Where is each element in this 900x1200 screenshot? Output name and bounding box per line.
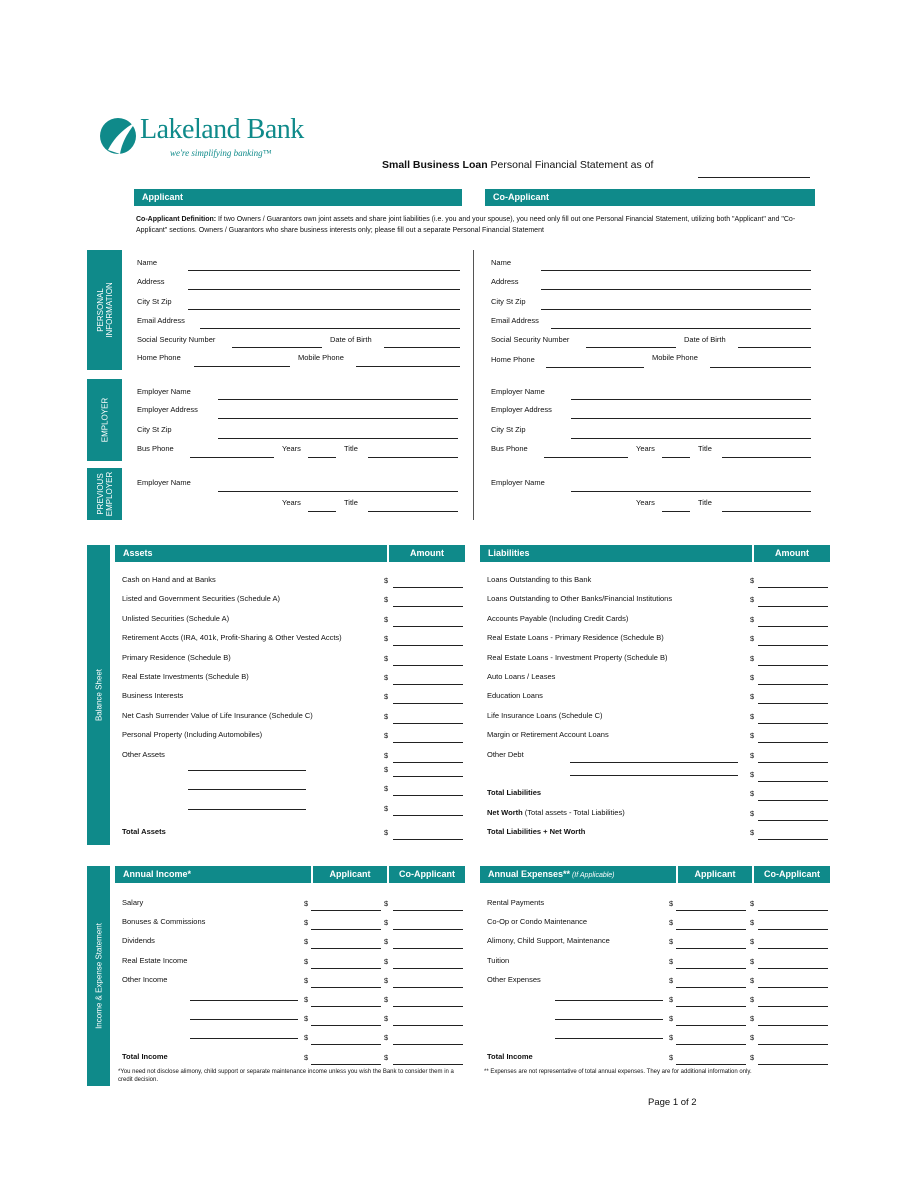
- app-years-field[interactable]: [308, 457, 336, 458]
- other-assets-description-field[interactable]: [188, 789, 306, 790]
- expenses-item-label: Rental Payments: [487, 898, 545, 907]
- currency-symbol: $: [669, 1052, 674, 1062]
- expenses-applicant-field[interactable]: [676, 1025, 746, 1026]
- currency-symbol: $: [384, 1014, 389, 1024]
- income-coapplicant-field[interactable]: [393, 929, 463, 930]
- net-worth-field[interactable]: [758, 820, 828, 821]
- currency-symbol: $: [750, 576, 755, 585]
- lakeland-logo-icon: [98, 116, 140, 156]
- co-dob-label: Date of Birth: [684, 335, 726, 344]
- currency-symbol: $: [384, 653, 389, 663]
- expenses-applicant-header: Applicant: [678, 866, 752, 883]
- income-coapplicant-field[interactable]: [393, 968, 463, 969]
- other-assets-description-field[interactable]: [188, 770, 306, 771]
- income-item-label: Bonuses & Commissions: [122, 917, 206, 927]
- expenses-applicant-field[interactable]: [676, 929, 746, 930]
- expenses-coapplicant-field[interactable]: [758, 1006, 828, 1007]
- expenses-applicant-field[interactable]: [676, 948, 746, 949]
- co-bus-phone-field[interactable]: [544, 457, 628, 458]
- app-prev-years-label: Years: [282, 498, 301, 507]
- income-item-label: Salary: [122, 898, 144, 907]
- co-ssn-field[interactable]: [586, 347, 676, 348]
- app-bus-phone-field[interactable]: [190, 457, 274, 458]
- liabilities-item-label: Life Insurance Loans (Schedule C): [487, 710, 603, 720]
- liabilities-item-label: Auto Loans / Leases: [487, 672, 556, 681]
- expenses-footnote: ** Expenses are not representative of total annual expenses. They are for additional information only.: [484, 1069, 752, 1075]
- income-coapplicant-field[interactable]: [393, 948, 463, 949]
- app-prev-employer-label: Employer Name: [137, 478, 191, 487]
- co-title-label: Title: [698, 444, 712, 453]
- logo: [98, 114, 358, 164]
- app-dob-field[interactable]: [384, 347, 460, 348]
- expenses-coapplicant-header: Co-Applicant: [754, 866, 830, 883]
- currency-symbol: $: [750, 937, 755, 947]
- assets-amount-header: Amount: [389, 545, 465, 562]
- total-liabilities-field[interactable]: [758, 800, 828, 801]
- co-prev-employer-field[interactable]: [571, 491, 811, 492]
- currency-symbol: $: [384, 595, 389, 605]
- assets-amount-field[interactable]: [393, 776, 463, 777]
- co-home-phone-field[interactable]: [546, 367, 644, 368]
- liabilities-item-label: Accounts Payable (Including Credit Cards): [487, 613, 629, 623]
- co-email-field[interactable]: [551, 328, 811, 329]
- app-bus-phone-label: Bus Phone: [137, 444, 174, 453]
- currency-symbol: $: [384, 692, 389, 702]
- total-assets-field[interactable]: [393, 839, 463, 840]
- page-number: Page 1 of 2: [648, 1097, 697, 1108]
- currency-symbol: $: [669, 1014, 674, 1024]
- income-other-description-field[interactable]: [190, 1019, 298, 1020]
- currency-symbol: $: [304, 1014, 309, 1024]
- app-name-field[interactable]: [188, 270, 460, 271]
- app-email-field[interactable]: [200, 328, 460, 329]
- assets-amount-field[interactable]: [393, 723, 463, 724]
- income-applicant-field[interactable]: [311, 1025, 381, 1026]
- currency-symbol: $: [750, 975, 755, 985]
- coapplicant-header: Co-Applicant: [485, 189, 815, 206]
- expenses-applicant-field[interactable]: [676, 1064, 746, 1065]
- logo-wordmark: Lakeland Bank: [140, 114, 304, 145]
- co-prev-title-label: Title: [698, 498, 712, 507]
- co-employer-name-label: Employer Name: [491, 387, 545, 396]
- income-applicant-field[interactable]: [311, 948, 381, 949]
- expenses-applicant-field[interactable]: [676, 968, 746, 969]
- co-title-field[interactable]: [722, 457, 811, 458]
- assets-amount-field[interactable]: [393, 684, 463, 685]
- co-name-field[interactable]: [541, 270, 811, 271]
- currency-symbol: $: [750, 595, 755, 605]
- app-ssn-field[interactable]: [232, 347, 322, 348]
- income-applicant-field[interactable]: [311, 929, 381, 930]
- income-footnote: *You need not disclose alimony, child support or separate maintenance income unless you wish the Bank to consider them in a credit decision.: [118, 1069, 454, 1083]
- currency-symbol: $: [750, 634, 755, 644]
- expenses-total-label: Total Income: [487, 1051, 533, 1061]
- app-prev-employer-field[interactable]: [218, 491, 458, 492]
- co-prev-title-field[interactable]: [722, 511, 811, 512]
- co-mobile-phone-field[interactable]: [710, 367, 811, 368]
- app-mobile-phone-field[interactable]: [356, 366, 460, 367]
- co-employer-city-label: City St Zip: [491, 425, 526, 434]
- expenses-item-label: Other Expenses: [487, 974, 541, 984]
- assets-item-label: Net Cash Surrender Value of Life Insurance (Schedule C): [122, 710, 313, 720]
- assets-amount-field[interactable]: [393, 703, 463, 704]
- co-bus-phone-label: Bus Phone: [491, 444, 528, 453]
- assets-item-label: Personal Property (Including Automobiles): [122, 730, 263, 740]
- liabilities-amount-field[interactable]: [758, 742, 828, 743]
- currency-symbol: $: [669, 975, 674, 985]
- coapplicant-definition: [136, 215, 816, 236]
- income-applicant-field[interactable]: [311, 1044, 381, 1045]
- currency-symbol: $: [750, 731, 755, 741]
- assets-amount-field[interactable]: [393, 626, 463, 627]
- currency-symbol: $: [384, 995, 389, 1004]
- app-city-field[interactable]: [188, 309, 460, 310]
- income-total-label: Total Income: [122, 1051, 168, 1061]
- liabilities-item-label: Real Estate Loans - Investment Property (Schedule B): [487, 652, 668, 662]
- co-employer-name-field[interactable]: [571, 399, 811, 400]
- co-prev-years-field[interactable]: [662, 511, 690, 512]
- liabilities-amount-field[interactable]: [758, 665, 828, 666]
- app-mobile-phone-label: Mobile Phone: [298, 353, 344, 362]
- currency-symbol: $: [384, 899, 389, 908]
- app-employer-name-field[interactable]: [218, 399, 458, 400]
- expenses-other-description-field[interactable]: [555, 1038, 663, 1039]
- expenses-coapplicant-field[interactable]: [758, 1044, 828, 1045]
- income-coapplicant-field[interactable]: [393, 1025, 463, 1026]
- income-expense-tab: Income & Expense Statement: [87, 866, 110, 1086]
- assets-item-label: Retirement Accts (IRA, 401k, Profit-Sharing & Other Vested Accts): [122, 633, 342, 643]
- currency-symbol: $: [669, 995, 674, 1004]
- other-debt-description-field[interactable]: [570, 775, 738, 776]
- currency-symbol: $: [384, 918, 389, 928]
- expenses-coapplicant-field[interactable]: [758, 968, 828, 969]
- app-employer-city-field[interactable]: [218, 438, 458, 439]
- total-assets-label: Total Assets: [122, 827, 166, 837]
- assets-amount-field[interactable]: [393, 606, 463, 607]
- income-applicant-field[interactable]: [311, 1006, 381, 1007]
- currency-symbol: $: [384, 614, 389, 624]
- liabilities-amount-field[interactable]: [758, 587, 828, 588]
- assets-item-label: Unlisted Securities (Schedule A): [122, 613, 230, 623]
- expenses-other-description-field[interactable]: [555, 1000, 663, 1001]
- liabilities-amount-header: Amount: [754, 545, 830, 562]
- currency-symbol: $: [304, 1033, 309, 1043]
- assets-amount-field[interactable]: [393, 665, 463, 666]
- liabilities-item-label: Other Debt: [487, 749, 524, 759]
- app-title-label: Title: [344, 444, 358, 453]
- currency-symbol: $: [384, 803, 389, 813]
- app-prev-years-field[interactable]: [308, 511, 336, 512]
- co-email-label: Email Address: [491, 316, 539, 325]
- income-coapplicant-field[interactable]: [393, 1064, 463, 1065]
- employer-tab: EMPLOYER: [87, 379, 122, 461]
- assets-amount-field[interactable]: [393, 645, 463, 646]
- liabilities-header: Liabilities: [480, 545, 752, 562]
- app-ssn-label: Social Security Number: [137, 335, 216, 344]
- currency-symbol: $: [304, 975, 309, 985]
- currency-symbol: $: [669, 937, 674, 947]
- logo-tagline: we're simplifying banking™: [170, 148, 272, 158]
- currency-symbol: $: [384, 576, 389, 585]
- co-ssn-label: Social Security Number: [491, 335, 570, 344]
- other-debt-description-field[interactable]: [570, 762, 738, 763]
- expenses-applicant-field[interactable]: [676, 987, 746, 988]
- assets-item-label: Business Interests: [122, 691, 184, 701]
- currency-symbol: $: [750, 1014, 755, 1024]
- currency-symbol: $: [384, 673, 389, 682]
- app-years-label: Years: [282, 444, 301, 453]
- co-address-field[interactable]: [541, 289, 811, 290]
- definition-text: If two Owners / Guarantors own joint assets and share joint liabilities (i.e. you and your spouse), you need only fill out one Personal Financial Statement, utilizing both "Applicant" and "Co-Applicant" sections. Owners / Guarantors who share business interests only; please fill out a separate Personal Financial Statement: [136, 216, 796, 234]
- currency-symbol: $: [750, 828, 755, 838]
- currency-symbol: $: [750, 899, 755, 908]
- currency-symbol: $: [384, 750, 389, 760]
- currency-symbol: $: [750, 1052, 755, 1062]
- income-other-description-field[interactable]: [190, 1000, 298, 1001]
- currency-symbol: $: [384, 784, 389, 794]
- expenses-coapplicant-field[interactable]: [758, 948, 828, 949]
- currency-symbol: $: [384, 1052, 389, 1062]
- assets-amount-field[interactable]: [393, 815, 463, 816]
- co-employer-city-field[interactable]: [571, 438, 811, 439]
- expenses-header-label: Annual Expenses**: [488, 869, 571, 879]
- liabilities-item-label: Loans Outstanding to this Bank: [487, 575, 592, 584]
- currency-symbol: $: [750, 1033, 755, 1043]
- currency-symbol: $: [384, 634, 389, 644]
- liabilities-item-label: Margin or Retirement Account Loans: [487, 730, 609, 740]
- app-employer-address-field[interactable]: [218, 418, 458, 419]
- income-item-label: Other Income: [122, 974, 168, 984]
- co-prev-years-label: Years: [636, 498, 655, 507]
- currency-symbol: $: [750, 711, 755, 721]
- app-address-label: Address: [137, 277, 165, 286]
- income-item-label: Real Estate Income: [122, 955, 188, 965]
- currency-symbol: $: [384, 731, 389, 741]
- other-assets-description-field[interactable]: [188, 809, 306, 810]
- app-home-phone-label: Home Phone: [137, 353, 181, 362]
- income-item-label: Dividends: [122, 936, 155, 946]
- personal-info-tab: PERSONAL INFORMATION: [87, 250, 122, 370]
- app-email-label: Email Address: [137, 316, 185, 325]
- currency-symbol: $: [750, 673, 755, 682]
- net-worth-bold: Net Worth: [487, 807, 523, 817]
- currency-symbol: $: [384, 765, 389, 774]
- app-home-phone-field[interactable]: [194, 366, 290, 367]
- total-liabilities-label: Total Liabilities: [487, 788, 542, 798]
- co-dob-field[interactable]: [738, 347, 811, 348]
- expenses-item-label: Tuition: [487, 955, 510, 965]
- assets-amount-field[interactable]: [393, 762, 463, 763]
- liabilities-item-label: Real Estate Loans - Primary Residence (Schedule B): [487, 633, 664, 643]
- app-prev-title-label: Title: [344, 498, 358, 507]
- currency-symbol: $: [304, 899, 309, 908]
- currency-symbol: $: [304, 956, 309, 966]
- liabilities-amount-field[interactable]: [758, 762, 828, 763]
- income-coapplicant-field[interactable]: [393, 987, 463, 988]
- app-city-label: City St Zip: [137, 297, 172, 306]
- expenses-applicant-field[interactable]: [676, 1044, 746, 1045]
- co-city-field[interactable]: [541, 309, 811, 310]
- liabilities-amount-field[interactable]: [758, 703, 828, 704]
- currency-symbol: $: [384, 956, 389, 966]
- expenses-coapplicant-field[interactable]: [758, 987, 828, 988]
- liabilities-item-label: Loans Outstanding to Other Banks/Financial Institutions: [487, 594, 673, 604]
- income-applicant-field[interactable]: [311, 1064, 381, 1065]
- income-coapplicant-header: Co-Applicant: [389, 866, 465, 883]
- net-worth-note: (Total assets - Total Liabilities): [522, 807, 625, 817]
- total-liabilities-net-worth-field[interactable]: [758, 839, 828, 840]
- expenses-header-note: (If Applicable): [570, 872, 615, 879]
- assets-item-label: Other Assets: [122, 749, 165, 759]
- currency-symbol: $: [384, 711, 389, 721]
- currency-symbol: $: [750, 918, 755, 928]
- co-home-phone-label: Home Phone: [491, 355, 535, 364]
- liabilities-amount-field[interactable]: [758, 723, 828, 724]
- app-title-field[interactable]: [368, 457, 458, 458]
- title-bold: Small Business Loan: [382, 159, 488, 171]
- column-divider: [473, 250, 474, 520]
- currency-symbol: $: [304, 995, 309, 1004]
- co-employer-address-label: Employer Address: [491, 405, 552, 414]
- currency-symbol: $: [750, 653, 755, 663]
- currency-symbol: $: [304, 937, 309, 947]
- currency-symbol: $: [750, 808, 755, 818]
- statement-date-field[interactable]: [698, 177, 810, 178]
- app-employer-name-label: Employer Name: [137, 387, 191, 396]
- assets-header: Assets: [115, 545, 387, 562]
- currency-symbol: $: [750, 995, 755, 1004]
- expenses-header: [480, 866, 676, 883]
- currency-symbol: $: [669, 918, 674, 928]
- balance-sheet-tab: Balance Sheet: [87, 545, 110, 845]
- currency-symbol: $: [669, 1033, 674, 1043]
- expenses-item-label: Alimony, Child Support, Maintenance: [487, 936, 610, 946]
- currency-symbol: $: [304, 918, 309, 928]
- app-dob-label: Date of Birth: [330, 335, 372, 344]
- app-name-label: Name: [137, 258, 158, 267]
- definition-label: Co-Applicant Definition:: [136, 216, 217, 223]
- assets-item-label: Listed and Government Securities (Schedule A): [122, 594, 281, 604]
- income-coapplicant-field[interactable]: [393, 1006, 463, 1007]
- liabilities-amount-field[interactable]: [758, 781, 828, 782]
- currency-symbol: $: [750, 789, 755, 799]
- currency-symbol: $: [669, 899, 674, 908]
- title-rest: Personal Financial Statement as of: [487, 159, 654, 171]
- liabilities-amount-field[interactable]: [758, 626, 828, 627]
- co-mobile-phone-label: Mobile Phone: [652, 353, 698, 362]
- expenses-applicant-field[interactable]: [676, 910, 746, 911]
- expenses-coapplicant-field[interactable]: [758, 1064, 828, 1065]
- assets-amount-field[interactable]: [393, 742, 463, 743]
- income-applicant-field[interactable]: [311, 987, 381, 988]
- previous-employer-tab: PREVIOUS EMPLOYER: [87, 468, 122, 520]
- co-city-label: City St Zip: [491, 297, 526, 306]
- expenses-coapplicant-field[interactable]: [758, 929, 828, 930]
- co-employer-address-field[interactable]: [571, 418, 811, 419]
- currency-symbol: $: [384, 828, 389, 838]
- currency-symbol: $: [669, 956, 674, 966]
- currency-symbol: $: [750, 692, 755, 702]
- assets-item-label: Real Estate Investments (Schedule B): [122, 672, 249, 681]
- co-years-label: Years: [636, 444, 655, 453]
- income-applicant-header: Applicant: [313, 866, 387, 883]
- currency-symbol: $: [384, 975, 389, 985]
- co-name-label: Name: [491, 258, 512, 267]
- net-worth-label: [487, 808, 625, 817]
- assets-amount-field[interactable]: [393, 795, 463, 796]
- liabilities-item-label: Education Loans: [487, 691, 543, 701]
- currency-symbol: $: [304, 1052, 309, 1062]
- liabilities-amount-field[interactable]: [758, 645, 828, 646]
- assets-item-label: Primary Residence (Schedule B): [122, 652, 231, 662]
- income-other-description-field[interactable]: [190, 1038, 298, 1039]
- expenses-coapplicant-field[interactable]: [758, 910, 828, 911]
- assets-amount-field[interactable]: [393, 587, 463, 588]
- liabilities-amount-field[interactable]: [758, 684, 828, 685]
- currency-symbol: $: [384, 1033, 389, 1043]
- income-coapplicant-field[interactable]: [393, 910, 463, 911]
- assets-item-label: Cash on Hand and at Banks: [122, 575, 216, 584]
- currency-symbol: $: [384, 937, 389, 947]
- expenses-item-label: Co-Op or Condo Maintenance: [487, 917, 588, 927]
- income-applicant-field[interactable]: [311, 968, 381, 969]
- app-employer-address-label: Employer Address: [137, 405, 198, 414]
- liabilities-amount-field[interactable]: [758, 606, 828, 607]
- applicant-header: Applicant: [134, 189, 462, 206]
- income-coapplicant-field[interactable]: [393, 1044, 463, 1045]
- app-prev-title-field[interactable]: [368, 511, 458, 512]
- app-employer-city-label: City St Zip: [137, 425, 172, 434]
- currency-symbol: $: [750, 614, 755, 624]
- co-prev-employer-label: Employer Name: [491, 478, 545, 487]
- expenses-coapplicant-field[interactable]: [758, 1025, 828, 1026]
- co-years-field[interactable]: [662, 457, 690, 458]
- expenses-other-description-field[interactable]: [555, 1019, 663, 1020]
- currency-symbol: $: [750, 770, 755, 779]
- currency-symbol: $: [750, 956, 755, 966]
- income-header: Annual Income*: [115, 866, 311, 883]
- income-applicant-field[interactable]: [311, 910, 381, 911]
- app-address-field[interactable]: [188, 289, 460, 290]
- currency-symbol: $: [750, 750, 755, 760]
- expenses-applicant-field[interactable]: [676, 1006, 746, 1007]
- page-title: [382, 159, 653, 171]
- total-liabilities-net-worth-label: Total Liabilities + Net Worth: [487, 827, 586, 837]
- co-address-label: Address: [491, 277, 519, 286]
